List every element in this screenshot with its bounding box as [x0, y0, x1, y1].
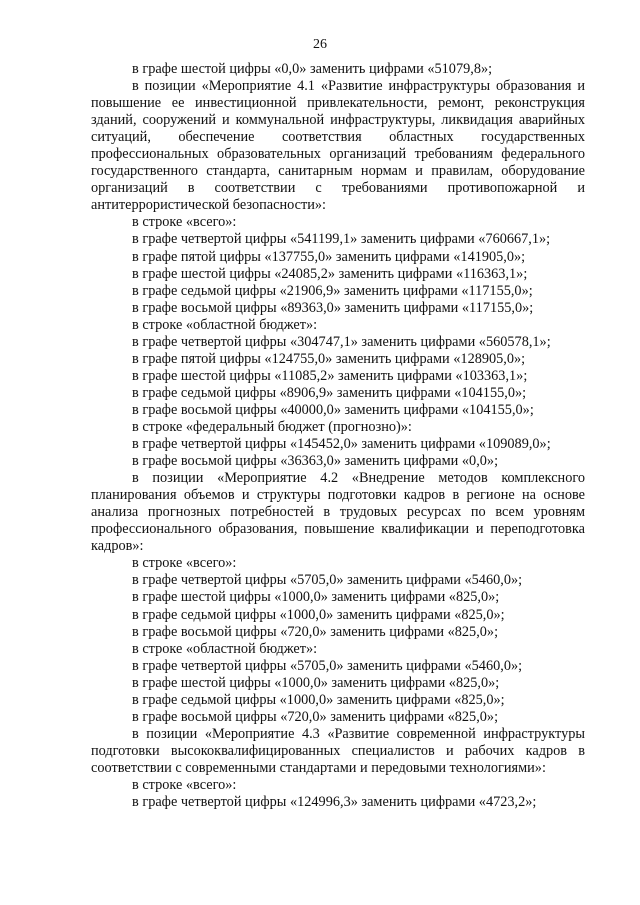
- paragraph: в строке «областной бюджет»:: [132, 640, 318, 657]
- page-number: 26: [313, 37, 327, 52]
- paragraph: в графе пятой цифры «124755,0» заменить цифрами «128905,0»;: [132, 350, 526, 367]
- paragraph: в графе пятой цифры «137755,0» заменить цифрами «141905,0»;: [132, 248, 526, 265]
- paragraph: в графе седьмой цифры «21906,9» заменить цифрами «117155,0»;: [132, 282, 533, 299]
- paragraph: в графе восьмой цифры «89363,0» заменить цифрами «117155,0»;: [132, 299, 534, 316]
- paragraph: в графе восьмой цифры «720,0» заменить цифрами «825,0»;: [132, 708, 499, 725]
- paragraph: в графе седьмой цифры «1000,0» заменить цифрами «825,0»;: [132, 691, 505, 708]
- paragraph: в графе четвертой цифры «145452,0» заменить цифрами «109089,0»;: [132, 436, 551, 453]
- paragraph: в графе шестой цифры «24085,2» заменить цифрами «116363,1»;: [132, 265, 528, 282]
- paragraph: в графе восьмой цифры «720,0» заменить цифрами «825,0»;: [132, 623, 499, 640]
- paragraph: в графе шестой цифры «11085,2» заменить цифрами «103363,1»;: [132, 367, 528, 384]
- paragraph: в строке «всего»:: [132, 555, 237, 572]
- paragraph: в строке «всего»:: [132, 214, 237, 231]
- paragraph: в строке «федеральный бюджет (прогнозно)»:: [132, 418, 412, 435]
- paragraph: в графе четвертой цифры «304747,1» заменить цифрами «560578,1»;: [132, 333, 551, 350]
- document-body: [91, 61, 585, 811]
- paragraph: в графе четвертой цифры «541199,1» заменить цифрами «760667,1»;: [132, 231, 551, 248]
- paragraph: в графе четвертой цифры «5705,0» заменить цифрами «5460,0»;: [132, 572, 523, 589]
- paragraph-measure-4-3: в позиции «Мероприятие 4.3 «Развитие современной инфраструктуры подготовки высококвалифицированных специалистов и рабочих кадров в соответствии с современными стандартами и передовыми технологиями»:: [91, 725, 585, 776]
- paragraph: в графе четвертой цифры «5705,0» заменить цифрами «5460,0»;: [132, 657, 523, 674]
- paragraph-measure-4-2: в позиции «Мероприятие 4.2 «Внедрение методов комплексного планирования объемов и структуры подготовки кадров в регионе на основе анализа прогнозных потребностей в трудовых ресурсах по всем уровням профессионального образования, повышение квалификации и переподготовка кадров»:: [91, 470, 585, 555]
- paragraph: в графе восьмой цифры «36363,0» заменить цифрами «0,0»;: [132, 453, 499, 470]
- paragraph: в графе шестой цифры «0,0» заменить цифрами «51079,8»;: [132, 61, 493, 77]
- paragraph-measure-4-1: в позиции «Мероприятие 4.1 «Развитие инфраструктуры образования и повышение ее инвестиционной привлекательности, ремонт, реконструкция зданий, сооружений и коммунальной инфраструктуры, ликвидация аварийных ситуаций, обеспечение соответствия областных государственных профессиональных образовательных организаций требованиям федерального государственного стандарта, санитарным нормам и правилам, оборудование организаций в соответствии с требованиями противопожарной и антитеррористической безопасности»:: [91, 78, 585, 214]
- paragraph: в графе восьмой цифры «40000,0» заменить цифрами «104155,0»;: [132, 401, 534, 418]
- paragraph: в графе седьмой цифры «8906,9» заменить цифрами «104155,0»;: [132, 384, 527, 401]
- paragraph: в строке «областной бюджет»:: [132, 316, 318, 333]
- paragraph: в строке «всего»:: [132, 776, 237, 793]
- paragraph: в графе шестой цифры «1000,0» заменить цифрами «825,0»;: [132, 674, 500, 691]
- paragraph: в графе шестой цифры «1000,0» заменить цифрами «825,0»;: [132, 589, 500, 606]
- paragraph: в графе седьмой цифры «1000,0» заменить цифрами «825,0»;: [132, 606, 505, 623]
- paragraph: в графе четвертой цифры «124996,3» заменить цифрами «4723,2»;: [132, 794, 537, 811]
